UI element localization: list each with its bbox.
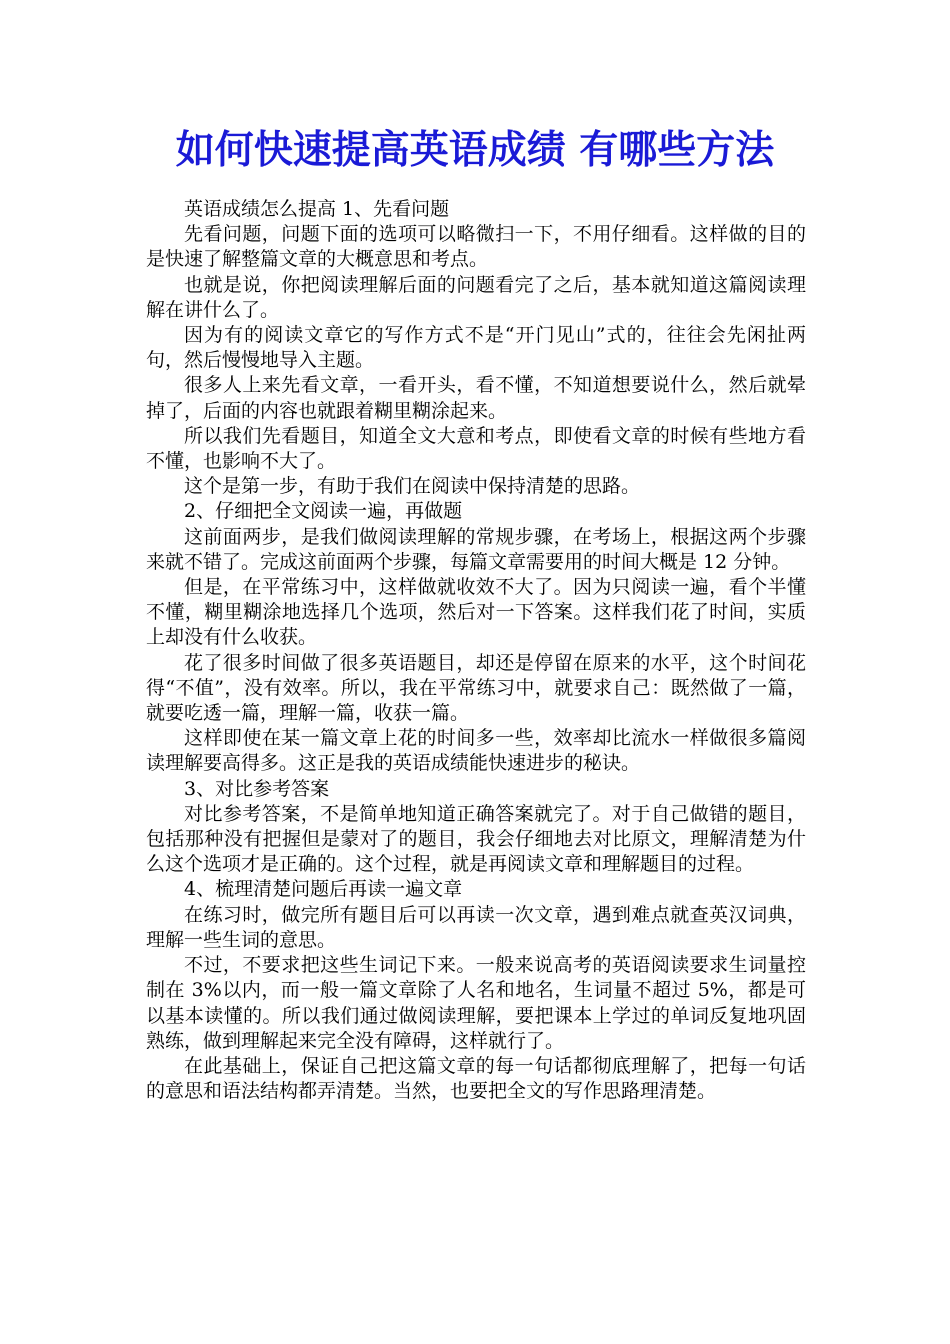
document-body (146, 197, 806, 1104)
section-heading-1: 英语成绩怎么提高 1、先看问题 (184, 198, 450, 220)
paragraph: 这个是第一步，有助于我们在阅读中保持清楚的思路。 (184, 475, 641, 498)
paragraph: 先看问题，问题下面的选项可以略微扫一下，不用仔细看。这样做的目的是快速了解整篇文章的大概意思和考点。 (146, 223, 806, 271)
section-heading-3: 3、对比参考答案 (184, 777, 330, 800)
paragraph: 很多人上来先看文章，一看开头，看不懂，不知道想要说什么，然后就晕掉了，后面的内容也就跟着糊里糊涂起来。 (146, 374, 806, 422)
paragraph: 这样即使在某一篇文章上花的时间多一些，效率却比流水一样做很多篇阅读理解要高得多。这正是我的英语成绩能快速进步的秘诀。 (146, 727, 806, 775)
paragraph: 对比参考答案，不是简单地知道正确答案就完了。对于自己做错的题目，包括那种没有把握但是蒙对了的题目，我会仔细地去对比原文，理解清楚为什么这个选项才是正确的。这个过程，就是再阅读文章和理解题目的过程。 (146, 802, 806, 876)
paragraph: 花了很多时间做了很多英语题目，却还是停留在原来的水平，这个时间花得“不值”，没有效率。所以，我在平常练习中，就要求自己：既然做了一篇，就要吃透一篇，理解一篇，收获一篇。 (146, 651, 806, 725)
paragraph: 不过，不要求把这些生词记下来。一般来说高考的英语阅读要求生词量控制在 3%以内，而一般一篇文章除了人名和地名，生词量不超过 5%，都是可以基本读懂的。所以我们通过做阅读理解，要把课本上学过的单词反复地巩固熟练，做到理解起来完全没有障碍，这样就行了。 (146, 954, 806, 1052)
paragraph: 也就是说，你把阅读理解后面的问题看完了之后，基本就知道这篇阅读理解在讲什么了。 (146, 273, 806, 321)
paragraph: 所以我们先看题目，知道全文大意和考点，即使看文章的时候有些地方看不懂，也影响不大了。 (146, 424, 806, 473)
section-heading-2: 2、仔细把全文阅读一遍，再做题 (184, 500, 463, 523)
paragraph: 在练习时，做完所有题目后可以再读一次文章，遇到难点就查英汉词典，理解一些生词的意思。 (146, 903, 806, 951)
paragraph: 在此基础上，保证自己把这篇文章的每一句话都彻底理解了，把每一句话的意思和语法结构都弄清楚。当然，也要把全文的写作思路理清楚。 (146, 1054, 806, 1103)
document-title: 如何快速提高英语成绩 有哪些方法 (175, 127, 775, 173)
section-heading-4: 4、梳理清楚问题后再读一遍文章 (184, 878, 463, 901)
paragraph: 因为有的阅读文章它的写作方式不是“开门见山”式的，往往会先闲扯两句，然后慢慢地导入主题。 (146, 324, 806, 372)
paragraph: 但是，在平常练习中，这样做就收效不大了。因为只阅读一遍，看个半懂不懂，糊里糊涂地选择几个选项，然后对一下答案。这样我们花了时间，实质上却没有什么收获。 (146, 576, 806, 649)
paragraph: 这前面两步，是我们做阅读理解的常规步骤，在考场上，根据这两个步骤来就不错了。完成这前面两个步骤，每篇文章需要用的时间大概是 12 分钟。 (146, 525, 806, 573)
